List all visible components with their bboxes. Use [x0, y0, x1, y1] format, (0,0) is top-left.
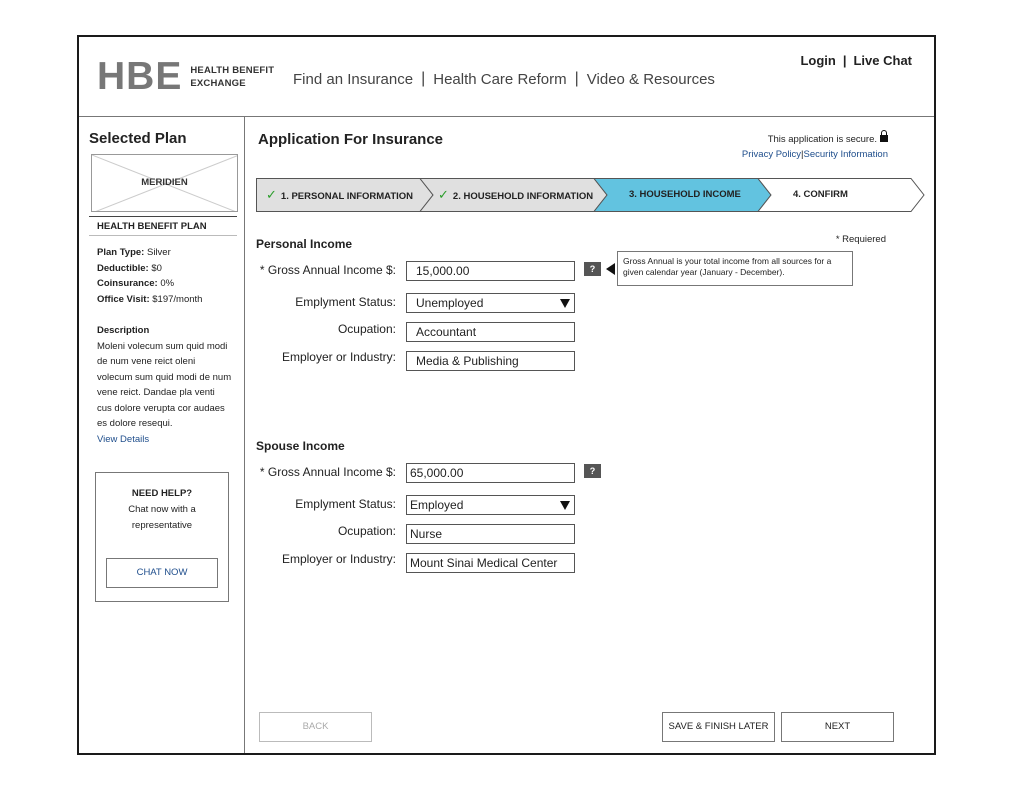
- dropdown-arrow-icon: [560, 299, 570, 308]
- plan-type-heading: HEALTH BENEFIT PLAN: [89, 216, 237, 236]
- logo-mark: HBE: [97, 55, 183, 98]
- description-heading: Description: [97, 325, 150, 336]
- view-details-link[interactable]: View Details: [97, 433, 150, 445]
- plan-detail-row: [97, 261, 202, 277]
- need-help-box: [95, 472, 229, 602]
- personal-occupation-label: Ocupation:: [337, 322, 396, 336]
- security-information-link[interactable]: Security Information: [803, 149, 888, 160]
- plan-detail-row: [97, 292, 202, 308]
- logo-text: [190, 64, 274, 90]
- plan-logo-name: MERIDIEN: [141, 177, 188, 188]
- plan-detail-label: Office Visit:: [97, 293, 150, 305]
- step-household-income[interactable]: [629, 178, 741, 212]
- sidebar: [79, 117, 245, 753]
- plan-logo-placeholder: [91, 154, 238, 212]
- gross-income-tooltip: Gross Annual is your total income from all sources for a given calendar year (January - December).: [617, 251, 853, 286]
- plan-detail-label: Deductible:: [97, 262, 149, 274]
- live-chat-link[interactable]: Live Chat: [853, 53, 912, 68]
- spouse-gross-income-input[interactable]: 65,000.00: [406, 463, 575, 483]
- secure-notice: [742, 132, 888, 162]
- plan-detail-label: Plan Type:: [97, 247, 145, 258]
- account-links: [800, 53, 912, 68]
- progress-steps: [256, 178, 926, 212]
- account-separator: |: [842, 53, 847, 68]
- step-label: 4. CONFIRM: [793, 189, 848, 200]
- main-content: [246, 117, 934, 753]
- gross-income-help-icon[interactable]: ?: [584, 262, 601, 276]
- plan-detail-value: 0%: [160, 278, 175, 289]
- personal-employment-status-select[interactable]: [406, 293, 575, 313]
- plan-description: [97, 323, 232, 447]
- nav-separator: |: [421, 70, 426, 87]
- spouse-employment-status-label: Emplyment Status:: [295, 497, 396, 511]
- tooltip-arrow-icon: [606, 263, 615, 275]
- select-value: Employed: [410, 498, 464, 512]
- link-separator: |: [801, 149, 804, 160]
- personal-gross-income-input[interactable]: 15,000.00: [406, 261, 575, 281]
- step-label: 3. HOUSEHOLD INCOME: [629, 189, 741, 200]
- top-nav: [293, 70, 715, 88]
- need-help-text: Chat now with a representative: [128, 504, 196, 531]
- spouse-income-heading: Spouse Income: [256, 439, 345, 453]
- personal-occupation-input[interactable]: Accountant: [406, 322, 575, 342]
- select-value: Unemployed: [416, 296, 484, 310]
- privacy-policy-link[interactable]: Privacy Policy: [741, 149, 802, 160]
- description-text: Moleni volecum sum quid modi de num vene reict oleni volecum sum quid modi de num vene reict. Dandae pla venti cus dolore verupta cor audaes es dolore resequi.: [97, 340, 232, 429]
- personal-employer-label: Employer or Industry:: [281, 350, 396, 364]
- step-personal-information[interactable]: [266, 178, 413, 212]
- spouse-employment-status-select[interactable]: [406, 495, 575, 515]
- checkmark-icon: ✓: [266, 187, 277, 202]
- step-label: 1. PERSONAL INFORMATION: [280, 191, 414, 202]
- nav-video-resources[interactable]: Video & Resources: [586, 70, 715, 88]
- spouse-occupation-label: Ocupation:: [337, 524, 396, 538]
- next-button[interactable]: NEXT: [781, 712, 894, 742]
- plan-detail-label: Coinsurance:: [97, 278, 158, 289]
- personal-employment-status-label: Emplyment Status:: [295, 295, 396, 309]
- step-confirm[interactable]: [793, 178, 848, 212]
- dropdown-arrow-icon: [560, 501, 570, 510]
- required-note: * Requiered: [835, 234, 886, 245]
- personal-employer-input[interactable]: Media & Publishing: [406, 351, 575, 371]
- logo[interactable]: [97, 57, 274, 97]
- step-household-information[interactable]: [438, 178, 593, 212]
- spouse-gross-income-help-icon[interactable]: ?: [584, 464, 601, 478]
- selected-plan-title: Selected Plan: [89, 130, 187, 147]
- header: [79, 37, 934, 117]
- nav-find-insurance[interactable]: Find an Insurance: [293, 70, 414, 88]
- logo-line-1: HEALTH BENEFIT: [190, 65, 275, 76]
- spouse-occupation-input[interactable]: Nurse: [406, 524, 575, 544]
- page-title: Application For Insurance: [258, 131, 444, 148]
- personal-income-heading: Personal Income: [256, 237, 353, 251]
- plan-detail-value: $197/month: [152, 293, 203, 305]
- spouse-employer-label: Employer or Industry:: [281, 552, 396, 566]
- plan-detail-row: [97, 245, 202, 261]
- logo-line-2: EXCHANGE: [190, 78, 246, 89]
- plan-detail-value: $0: [151, 262, 162, 274]
- secure-text: This application is secure.: [767, 134, 877, 145]
- plan-detail-value: Silver: [146, 247, 171, 258]
- step-label: 2. HOUSEHOLD INFORMATION: [452, 191, 594, 202]
- personal-gross-income-label: * Gross Annual Income $:: [259, 263, 396, 277]
- checkmark-icon: ✓: [438, 187, 449, 202]
- plan-details: [97, 245, 202, 307]
- plan-detail-row: [97, 276, 202, 292]
- need-help-heading: NEED HELP?: [131, 488, 193, 499]
- spouse-employer-input[interactable]: Mount Sinai Medical Center: [406, 553, 575, 573]
- spouse-gross-income-label: * Gross Annual Income $:: [259, 465, 396, 479]
- nav-separator: |: [574, 70, 579, 87]
- login-link[interactable]: Login: [800, 53, 836, 68]
- nav-health-care-reform[interactable]: Health Care Reform: [433, 70, 567, 88]
- save-finish-later-button[interactable]: SAVE & FINISH LATER: [662, 712, 775, 742]
- back-button[interactable]: BACK: [259, 712, 372, 742]
- chat-now-button[interactable]: CHAT NOW: [106, 558, 218, 588]
- app-frame: [77, 35, 936, 755]
- lock-icon: [880, 135, 888, 142]
